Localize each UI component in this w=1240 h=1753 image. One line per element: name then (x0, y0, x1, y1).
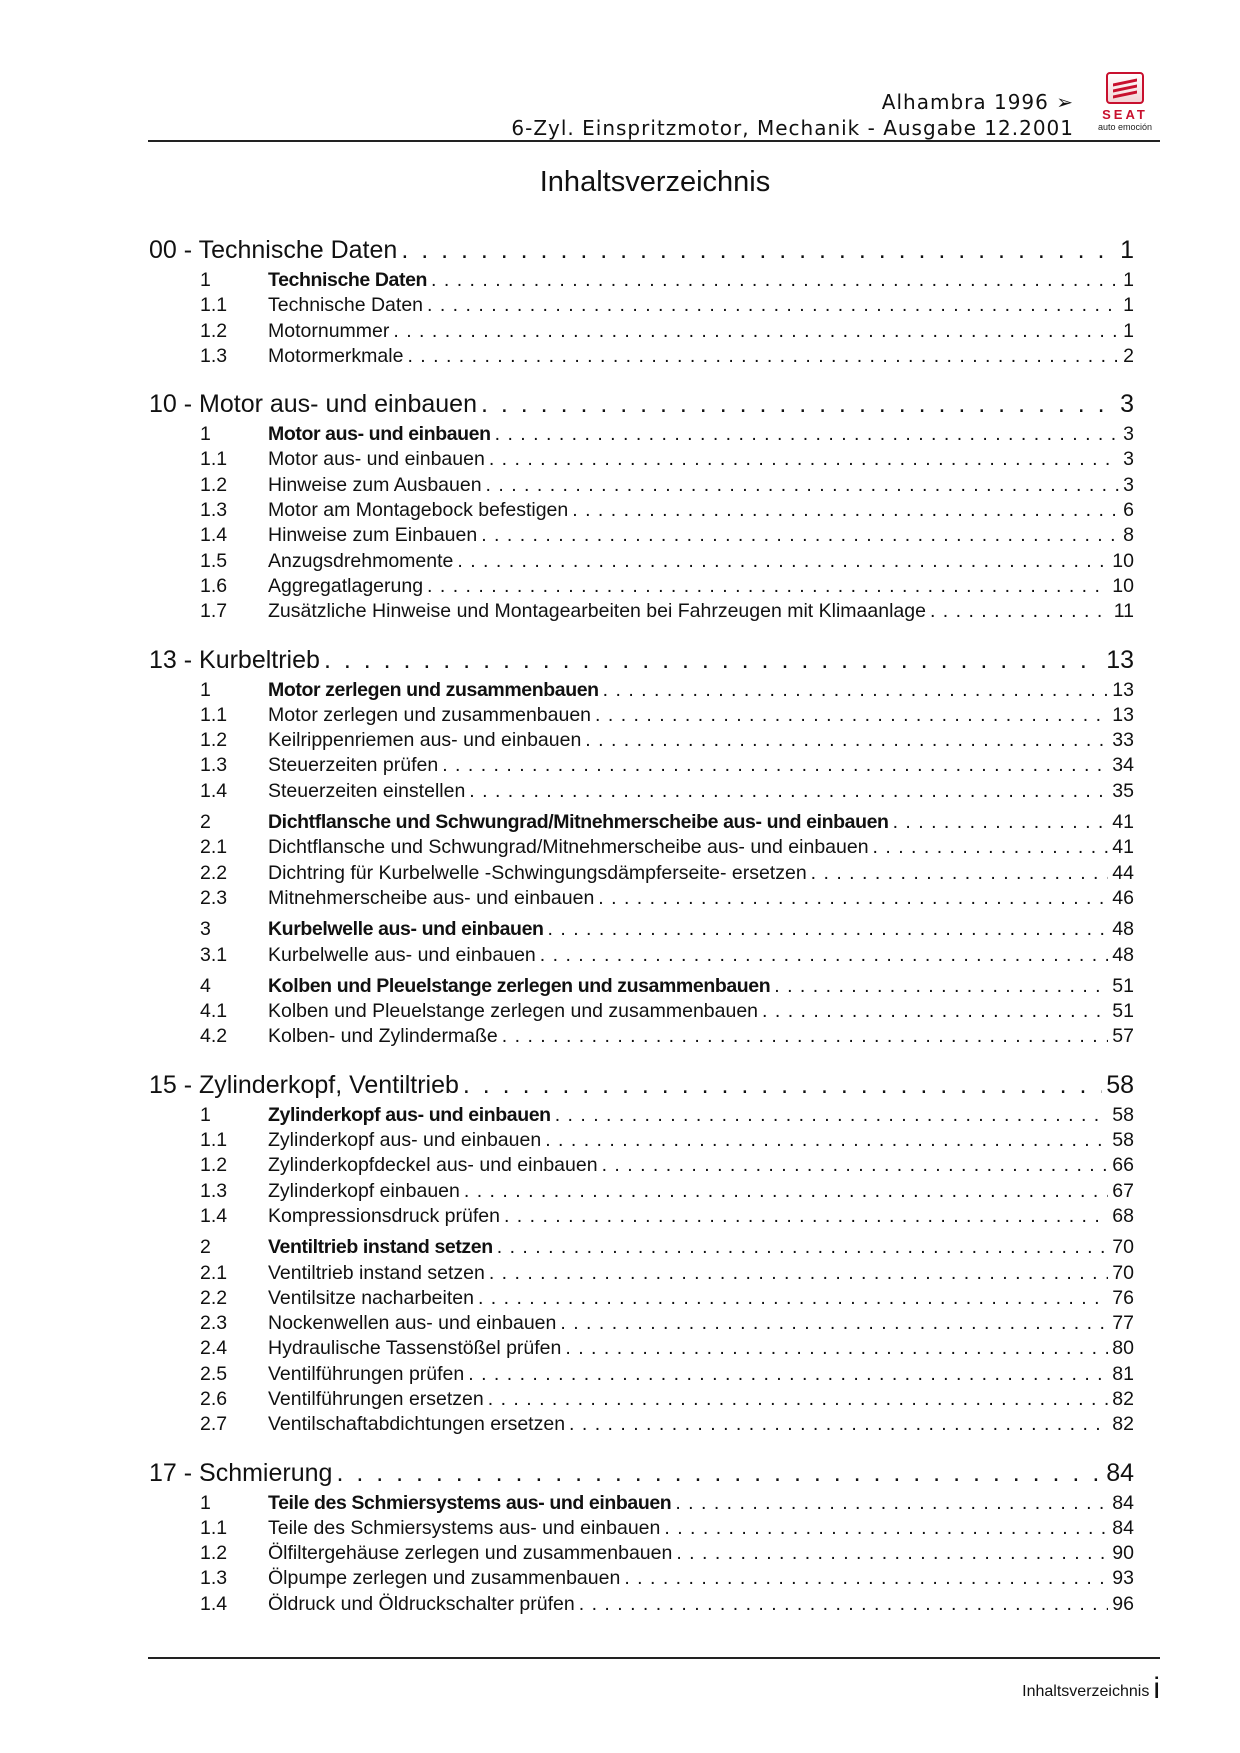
entry-number: 2.3 (200, 1312, 228, 1335)
page-number: 41 (1112, 836, 1134, 859)
page-number: 57 (1112, 1025, 1134, 1048)
entry-title: Kolben und Pleuelstange zerlegen und zusammenbauen (268, 1000, 759, 1023)
entry-number: 1.6 (200, 574, 228, 597)
dot-leader (565, 1337, 1108, 1360)
entry-number: 2.3 (200, 886, 228, 909)
entry-title: Zylinderkopf einbauen (268, 1179, 460, 1202)
dot-leader (624, 1567, 1108, 1590)
entry-title: Motor am Montagebock befestigen (268, 499, 569, 522)
dot-leader (469, 780, 1108, 803)
entry-title: Steuerzeiten prüfen (268, 754, 439, 777)
entry-number: 1.4 (200, 524, 228, 547)
page-title: Inhaltsverzeichnis (539, 166, 771, 198)
dot-leader (457, 550, 1108, 573)
toc-entry[interactable] (149, 1205, 1134, 1230)
footer-page-number: i (1153, 1672, 1160, 1705)
page-number: 84 (1112, 1491, 1134, 1514)
entry-number: 1.1 (200, 1129, 228, 1152)
toc-entry[interactable] (149, 679, 1134, 704)
entry-number: 1.4 (200, 1592, 228, 1615)
page-number: 3 (1123, 423, 1134, 446)
entry-number: 1.1 (200, 1516, 228, 1539)
toc-entry[interactable] (149, 294, 1134, 319)
entry-number: 1.5 (200, 549, 228, 572)
entry-title: Kolben und Pleuelstange zerlegen und zusammenbauen (268, 974, 771, 997)
toc-entry[interactable] (149, 423, 1134, 448)
entry-title: Öldruck und Öldruckschalter prüfen (268, 1592, 575, 1615)
dot-leader (572, 499, 1119, 522)
entry-title: Zylinderkopf aus- und einbauen (268, 1103, 551, 1126)
entry-number: 2.1 (200, 1261, 228, 1284)
entry-number: 2.5 (200, 1362, 228, 1385)
toc-chapter[interactable] (149, 390, 1134, 423)
dot-leader (540, 944, 1109, 967)
toc-entry[interactable] (149, 575, 1134, 600)
entry-title: Zylinderkopf aus- und einbauen (268, 1129, 542, 1152)
page-number: 81 (1112, 1362, 1134, 1385)
toc-entry[interactable] (149, 1180, 1134, 1205)
footer (1022, 1672, 1160, 1706)
entry-number: 4 (200, 974, 211, 997)
page-number: 82 (1112, 1387, 1134, 1410)
page-number: 1 (1123, 269, 1134, 291)
entry-title: Zylinderkopfdeckel aus- und einbauen (268, 1154, 598, 1177)
entry-number: 1.3 (200, 344, 228, 367)
entry-title: Ventilsitze nacharbeiten (268, 1286, 474, 1309)
entry-title: Dichtring für Kurbelwelle -Schwingungsdämpferseite- ersetzen (268, 861, 807, 884)
entry-title: Ventiltrieb instand setzen (268, 1236, 493, 1259)
page-number: 3 (1120, 390, 1134, 419)
dot-leader (664, 1517, 1108, 1540)
toc-entry[interactable] (149, 1312, 1134, 1337)
toc-entry[interactable] (149, 448, 1134, 473)
toc-entry[interactable] (149, 1542, 1134, 1567)
toc-entry[interactable] (149, 754, 1134, 779)
dot-leader (442, 754, 1108, 777)
dot-leader (548, 918, 1109, 941)
dot-leader (502, 1025, 1109, 1048)
toc-entry[interactable] (149, 975, 1134, 1000)
dot-leader (893, 811, 1109, 834)
dot-leader (489, 1262, 1108, 1285)
page-number: 10 (1112, 574, 1134, 597)
entry-title: Motornummer (268, 319, 390, 342)
page-number: 44 (1112, 861, 1134, 884)
entry-number: 1.3 (200, 1179, 228, 1202)
page-number: 51 (1112, 974, 1134, 997)
entry-title: Motormerkmale (268, 344, 404, 367)
entry-title: Dichtflansche und Schwungrad/Mitnehmerscheibe aus- und einbauen (268, 811, 889, 834)
entry-title: Ölpumpe zerlegen und zusammenbauen (268, 1567, 621, 1590)
page-number: 48 (1112, 918, 1134, 941)
entry-title: Motor aus- und einbauen (268, 423, 491, 446)
dot-leader (431, 269, 1119, 292)
entry-title: Technische Daten (268, 269, 428, 291)
dot-leader (602, 1154, 1109, 1177)
dot-leader (873, 836, 1109, 859)
entry-number: 1 (200, 269, 211, 291)
dot-leader (463, 1071, 1102, 1100)
entry-number: 1.3 (200, 754, 228, 777)
toc-entry[interactable] (149, 345, 1134, 370)
page-number: 58 (1112, 1103, 1134, 1126)
entry-number: 2.2 (200, 1286, 228, 1309)
entry-number: 1.3 (200, 499, 228, 522)
entry-number: 1.1 (200, 703, 228, 726)
dot-leader (393, 320, 1119, 343)
toc-chapter[interactable] (149, 1459, 1134, 1492)
entry-title: Anzugsdrehmomente (268, 549, 454, 572)
entry-number: 2.6 (200, 1387, 228, 1410)
page-number: 70 (1112, 1261, 1134, 1284)
dot-leader (598, 887, 1108, 910)
page-number: 48 (1112, 943, 1134, 966)
entry-number: 2.4 (200, 1337, 228, 1360)
dot-leader (930, 600, 1110, 623)
page-number: 13 (1106, 645, 1134, 674)
page-number: 1 (1123, 319, 1134, 342)
page-number: 58 (1106, 1070, 1134, 1099)
page-number: 96 (1112, 1592, 1134, 1615)
dot-leader (488, 1388, 1109, 1411)
entry-number: 1 (200, 1103, 211, 1126)
footer-divider (148, 1657, 1160, 1659)
chapter-title: 17 - Schmierung (149, 1458, 333, 1487)
entry-number: 2.1 (200, 836, 228, 859)
page-number: 66 (1112, 1154, 1134, 1177)
toc-entry[interactable] (149, 1129, 1134, 1154)
dot-leader (324, 646, 1102, 675)
toc-entry[interactable] (149, 836, 1134, 861)
dot-leader (675, 1492, 1108, 1515)
entry-title: Hinweise zum Ausbauen (268, 473, 482, 496)
entry-number: 2.7 (200, 1413, 228, 1436)
toc-entry[interactable] (149, 1492, 1134, 1517)
page-number: 70 (1112, 1236, 1134, 1259)
entry-number: 2.2 (200, 861, 228, 884)
table-of-contents (149, 236, 1134, 1618)
entry-title: Ölfiltergehäuse zerlegen und zusammenbauen (268, 1542, 673, 1565)
toc-entry[interactable] (149, 1000, 1134, 1025)
entry-number: 1 (200, 423, 211, 446)
page-number: 11 (1113, 600, 1134, 623)
dot-leader (560, 1312, 1108, 1335)
chapter-title: 00 - Technische Daten (149, 236, 398, 264)
dot-leader (603, 679, 1109, 702)
toc-entry[interactable] (149, 320, 1134, 345)
dot-leader (486, 474, 1120, 497)
entry-title: Ventilschaftabdichtungen ersetzen (268, 1413, 566, 1436)
toc-entry[interactable] (149, 780, 1134, 805)
toc-entry[interactable] (149, 1593, 1134, 1618)
chapter-title: 10 - Motor aus- und einbauen (149, 390, 477, 419)
toc-entry[interactable] (149, 862, 1134, 887)
page-number: 84 (1112, 1516, 1134, 1539)
dot-leader (481, 390, 1116, 419)
entry-title: Aggregatlagerung (268, 574, 424, 597)
toc-entry[interactable] (149, 1567, 1134, 1592)
entry-number: 1.1 (200, 294, 228, 317)
page-number: 10 (1112, 549, 1134, 572)
entry-number: 1 (200, 678, 211, 701)
page-number: 13 (1112, 703, 1134, 726)
entry-title: Teile des Schmiersystems aus- und einbauen (268, 1516, 661, 1539)
header-divider (148, 140, 1160, 142)
toc-entry[interactable] (149, 1337, 1134, 1362)
dot-leader (504, 1205, 1108, 1228)
toc-entry[interactable] (149, 704, 1134, 729)
dot-leader (401, 236, 1116, 265)
dot-leader (579, 1593, 1109, 1616)
toc-entry[interactable] (149, 1104, 1134, 1129)
page-number: 2 (1123, 344, 1134, 367)
entry-number: 1.2 (200, 729, 228, 752)
page-number: 82 (1112, 1413, 1134, 1436)
toc-chapter[interactable] (149, 236, 1134, 269)
toc-entry[interactable] (149, 1262, 1134, 1287)
entry-number: 3 (200, 918, 211, 941)
dot-leader (497, 1236, 1109, 1259)
entry-title: Keilrippenriemen aus- und einbauen (268, 729, 582, 752)
entry-number: 1 (200, 1491, 211, 1514)
entry-number: 1.4 (200, 1204, 228, 1227)
chapter-title: 15 - Zylinderkopf, Ventiltrieb (149, 1070, 459, 1099)
page-number: 90 (1112, 1542, 1134, 1565)
dot-leader (585, 729, 1108, 752)
page-number: 58 (1112, 1129, 1134, 1152)
entry-title: Kolben- und Zylindermaße (268, 1025, 498, 1048)
entry-title: Ventilführungen prüfen (268, 1362, 465, 1385)
toc-entry[interactable] (149, 524, 1134, 549)
entry-title: Kurbelwelle aus- und einbauen (268, 918, 544, 941)
dot-leader (811, 862, 1109, 885)
dot-leader (464, 1180, 1108, 1203)
entry-number: 1.2 (200, 1542, 228, 1565)
page-number: 6 (1123, 499, 1134, 522)
toc-entry[interactable] (149, 944, 1134, 969)
toc-entry[interactable] (149, 1287, 1134, 1312)
toc-entry[interactable] (149, 1388, 1134, 1413)
dot-leader (407, 345, 1119, 368)
page-number: 3 (1123, 448, 1134, 471)
toc-entry[interactable] (149, 1154, 1134, 1179)
dot-leader (545, 1129, 1108, 1152)
entry-title: Teile des Schmiersystems aus- und einbauen (268, 1491, 672, 1514)
toc-entry[interactable] (149, 729, 1134, 754)
entry-title: Ventilführungen ersetzen (268, 1387, 484, 1410)
page-number: 80 (1112, 1337, 1134, 1360)
toc-entry[interactable] (149, 1025, 1134, 1050)
toc-entry[interactable] (149, 499, 1134, 524)
entry-number: 1.2 (200, 473, 228, 496)
page-number: 76 (1112, 1286, 1134, 1309)
dot-leader (774, 975, 1108, 998)
entry-number: 2 (200, 811, 211, 834)
page-number: 77 (1112, 1312, 1134, 1335)
entry-title: Hinweise zum Einbauen (268, 524, 478, 547)
toc-chapter[interactable] (149, 1071, 1134, 1104)
entry-number: 3.1 (200, 943, 228, 966)
page-number: 84 (1106, 1458, 1134, 1487)
page-number: 8 (1123, 524, 1134, 547)
entry-title: Motor zerlegen und zusammenbauen (268, 703, 592, 726)
entry-number: 1.1 (200, 448, 228, 471)
entry-number: 1.2 (200, 319, 228, 342)
entry-number: 4.2 (200, 1025, 228, 1048)
seat-logo-icon (1106, 72, 1144, 104)
entry-title: Mitnehmerscheibe aus- und einbauen (268, 886, 595, 909)
toc-entry[interactable] (149, 1363, 1134, 1388)
toc-entry[interactable] (149, 474, 1134, 499)
toc-chapter[interactable] (149, 646, 1134, 679)
entry-title: Zusätzliche Hinweise und Montagearbeiten bei Fahrzeugen mit Klimaanlage (268, 600, 926, 623)
page-number: 41 (1112, 811, 1134, 834)
seat-logo (1085, 72, 1165, 132)
dot-leader (762, 1000, 1108, 1023)
toc-entry[interactable] (149, 269, 1134, 294)
page-number: 51 (1112, 1000, 1134, 1023)
entry-number: 1.4 (200, 779, 228, 802)
page-number: 93 (1112, 1567, 1134, 1590)
dot-leader (481, 524, 1119, 547)
entry-title: Steuerzeiten einstellen (268, 779, 466, 802)
entry-number: 1.7 (200, 600, 228, 623)
entry-title: Motor aus- und einbauen (268, 448, 485, 471)
entry-number: 1.3 (200, 1567, 228, 1590)
dot-leader (427, 575, 1108, 598)
page-number: 34 (1112, 754, 1134, 777)
toc-entry[interactable] (149, 600, 1134, 625)
entry-title: Hydraulische Tassenstößel prüfen (268, 1337, 562, 1360)
logo-brand: SEAT (1102, 107, 1148, 122)
toc-entry[interactable] (149, 811, 1134, 836)
header-model: Alhambra 1996 ➢ (881, 90, 1074, 114)
dot-leader (495, 423, 1120, 446)
page-number: 68 (1112, 1204, 1134, 1227)
toc-entry[interactable] (149, 1236, 1134, 1261)
dot-leader (676, 1542, 1108, 1565)
dot-leader (555, 1104, 1109, 1127)
chapter-title: 13 - Kurbeltrieb (149, 645, 320, 674)
toc-entry[interactable] (149, 887, 1134, 912)
entry-title: Technische Daten (268, 294, 424, 317)
toc-entry[interactable] (149, 1517, 1134, 1542)
dot-leader (569, 1413, 1108, 1436)
page-number: 67 (1112, 1179, 1134, 1202)
footer-label: Inhaltsverzeichnis (1022, 1683, 1150, 1700)
entry-number: 1.2 (200, 1154, 228, 1177)
dot-leader (427, 294, 1119, 317)
entry-title: Dichtflansche und Schwungrad/Mitnehmerscheibe aus- und einbauen (268, 836, 869, 859)
toc-entry[interactable] (149, 918, 1134, 943)
entry-title: Nockenwellen aus- und einbauen (268, 1312, 557, 1335)
page-number: 33 (1112, 729, 1134, 752)
entry-title: Ventiltrieb instand setzen (268, 1261, 485, 1284)
entry-title: Kompressionsdruck prüfen (268, 1204, 500, 1227)
logo-tagline: auto emoción (1097, 122, 1153, 132)
entry-title: Motor zerlegen und zusammenbauen (268, 678, 599, 701)
dot-leader (595, 704, 1108, 727)
page-number: 35 (1112, 779, 1134, 802)
entry-number: 4.1 (200, 1000, 228, 1023)
dot-leader (478, 1287, 1108, 1310)
dot-leader (489, 448, 1119, 471)
page-number: 3 (1123, 473, 1134, 496)
page-number: 1 (1123, 294, 1134, 317)
page-number: 13 (1112, 678, 1134, 701)
page-number: 46 (1112, 886, 1134, 909)
dot-leader (336, 1459, 1102, 1488)
entry-number: 2 (200, 1236, 211, 1259)
dot-leader (468, 1363, 1108, 1386)
toc-entry[interactable] (149, 1413, 1134, 1438)
toc-entry[interactable] (149, 550, 1134, 575)
entry-title: Kurbelwelle aus- und einbauen (268, 943, 536, 966)
header-subtitle: 6-Zyl. Einspritzmotor, Mechanik - Ausgabe 12.2001 (511, 116, 1074, 140)
page-number: 1 (1120, 236, 1134, 264)
